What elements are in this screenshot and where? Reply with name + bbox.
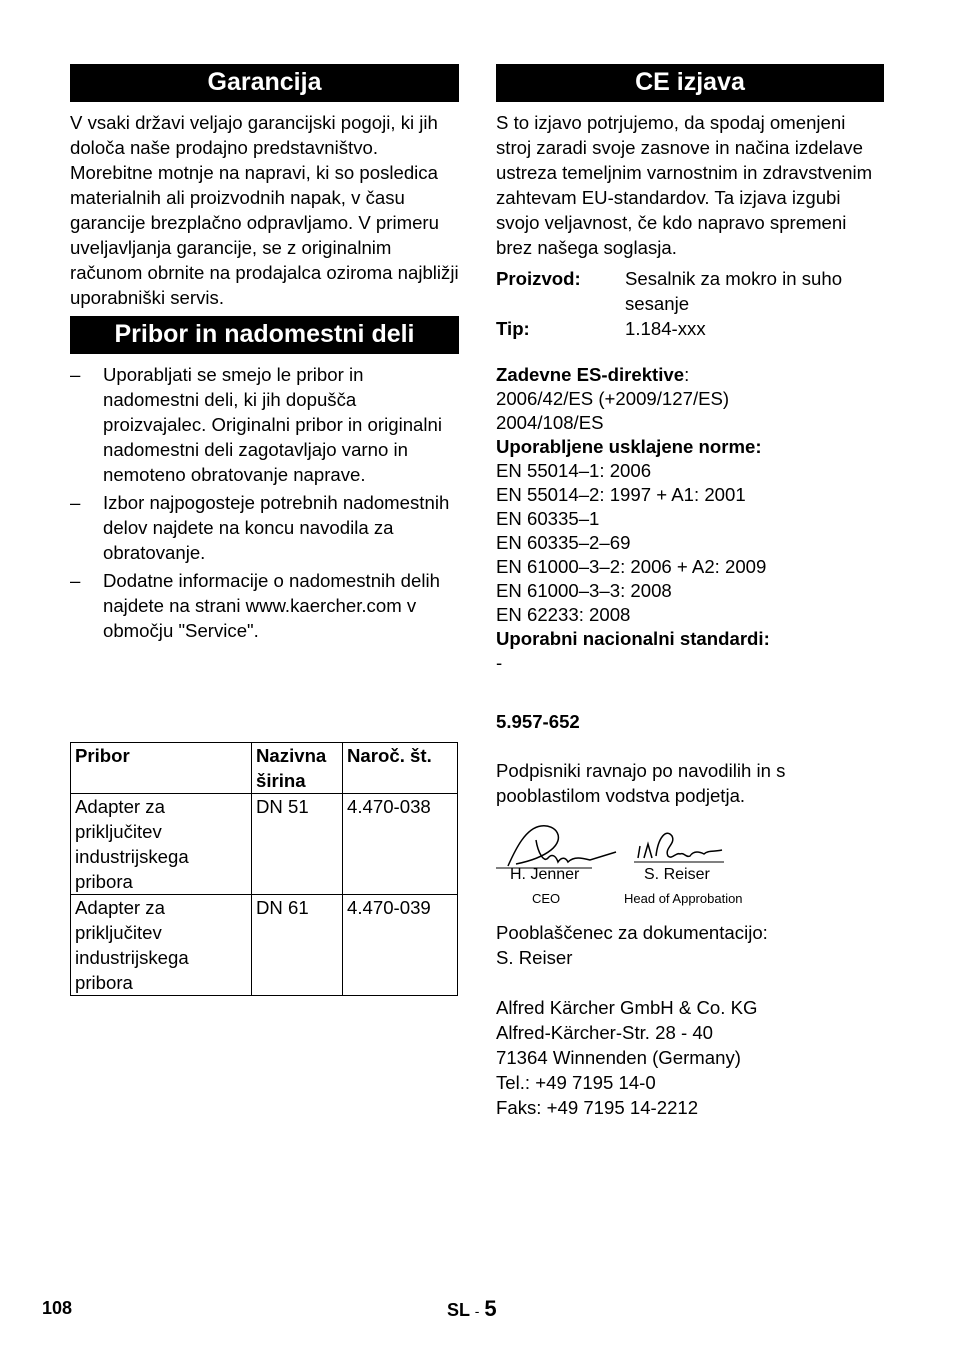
doc-rep-label: Pooblaščenec za dokumentacijo:	[496, 922, 768, 943]
list-item: – Dodatne informacije o nadomestnih delih najdete na strani www.kaercher.com v območju "Service".	[70, 570, 440, 641]
table-header-cell: Naroč. št.	[343, 743, 458, 794]
section-page-label: SL - 5	[447, 1296, 497, 1321]
address-line: Alfred Kärcher GmbH & Co. KG	[496, 997, 758, 1018]
page-number: 108	[42, 1298, 73, 1318]
right-column	[496, 64, 884, 1120]
norm-item: EN 61000–3–2: 2006 + A2: 2009	[496, 556, 767, 577]
garancija-text: V vsaki državi veljajo garancijski pogoji, ki jih določa naše prodajno predstavništvo. Morebitne motnje na napravi, ki so posledica materialnih ali proizvodnih napak, v času garancije brezplačno odpravljamo. V primeru uveljavljanja garancije, se z originalnim računom obrnite na prodajalca oziroma najbližji uporabniški servis.	[70, 112, 459, 308]
list-item: – Uporabljati se smejo le pribor in nadomestni deli, ki jih dopušča proizvajalec. Originalni pribor in originalni nadomestni deli zagotavljajo varno in nemoteno obratovanje naprave.	[70, 364, 442, 485]
doc-rep-block	[496, 920, 884, 970]
table-row	[71, 794, 458, 895]
type-label: Tip:	[496, 318, 530, 339]
table-cell: DN 51	[252, 794, 343, 895]
signatory-1-name: H. Jenner	[510, 866, 580, 883]
left-column	[70, 64, 459, 993]
product-label: Proizvod:	[496, 268, 581, 289]
norm-item: EN 60335–1	[496, 508, 600, 529]
table-header-cell: Pribor	[71, 743, 252, 794]
norm-item: EN 55014–2: 1997 + A1: 2001	[496, 484, 746, 505]
ce-heading: CE izjava	[496, 64, 884, 102]
directives-heading: Zadevne ES-direktive:	[496, 364, 690, 385]
company-address	[496, 995, 884, 1120]
signatures	[496, 818, 884, 908]
table-header-row	[71, 743, 458, 794]
signatory-2-role: Head of Approbation	[624, 891, 743, 906]
norm-item: EN 62233: 2008	[496, 604, 631, 625]
table-cell: Adapter za priključitev industrijskega pribora	[71, 794, 252, 895]
directive-item: 2006/42/ES (+2009/127/ES)	[496, 388, 730, 409]
norm-item: EN 60335–2–69	[496, 532, 631, 553]
ce-intro: S to izjavo potrjujemo, da spodaj omenjeni stroj zaradi svoje zasnove in načina izdelave ustreza temeljnim varnostnim in zdravstvenim zahtevam EU-standardov. Ta izjava izgubi svojo veljavnost, če kdo napravo spremeni brez našega soglasja.	[496, 112, 873, 258]
pribor-heading: Pribor in nadomestni deli	[70, 316, 459, 354]
pribor-list	[70, 354, 459, 643]
dash-bullet: –	[70, 364, 81, 385]
table-cell: 4.470-039	[343, 895, 458, 996]
table-cell: Adapter za priključitev industrijskega pribora	[71, 895, 252, 996]
signatories-text: Podpisniki ravnajo po navodilih in s pooblastilom vodstva podjetja.	[496, 760, 786, 806]
address-line: Alfred-Kärcher-Str. 28 - 40	[496, 1022, 714, 1043]
table-cell: 4.470-038	[343, 794, 458, 895]
accessories-table	[70, 742, 458, 996]
norm-item: EN 61000–3–3: 2008	[496, 580, 672, 601]
type-value: 1.184-xxx	[625, 318, 706, 339]
norms-heading: Uporabljene usklajene norme:	[496, 436, 762, 457]
type-row	[496, 316, 884, 341]
norm-item: EN 55014–1: 2006	[496, 460, 652, 481]
dash-bullet: –	[70, 570, 81, 591]
dash-bullet: –	[70, 492, 81, 513]
address-line: Tel.: +49 7195 14-0	[496, 1072, 656, 1093]
list-item: – Izbor najpogosteje potrebnih nadomestnih delov najdete na koncu navodila za obratovanje.	[70, 492, 450, 563]
signatory-2-name: S. Reiser	[644, 866, 710, 883]
standards-block	[496, 363, 884, 675]
table-row	[71, 895, 458, 996]
doc-number: 5.957-652	[496, 711, 580, 732]
signatory-1-role: CEO	[532, 891, 561, 906]
address-line: 71364 Winnenden (Germany)	[496, 1047, 741, 1068]
address-line: Faks: +49 7195 14-2212	[496, 1097, 699, 1118]
product-value: Sesalnik za mokro in suho sesanje	[625, 268, 843, 314]
directive-item: 2004/108/ES	[496, 412, 604, 433]
garancija-heading: Garancija	[70, 64, 459, 102]
table-header-cell: Nazivna širina	[252, 743, 343, 794]
doc-rep-name: S. Reiser	[496, 947, 573, 968]
national-value: -	[496, 652, 503, 673]
national-heading: Uporabni nacionalni standardi:	[496, 628, 770, 649]
table-cell: DN 61	[252, 895, 343, 996]
product-row	[496, 266, 884, 316]
